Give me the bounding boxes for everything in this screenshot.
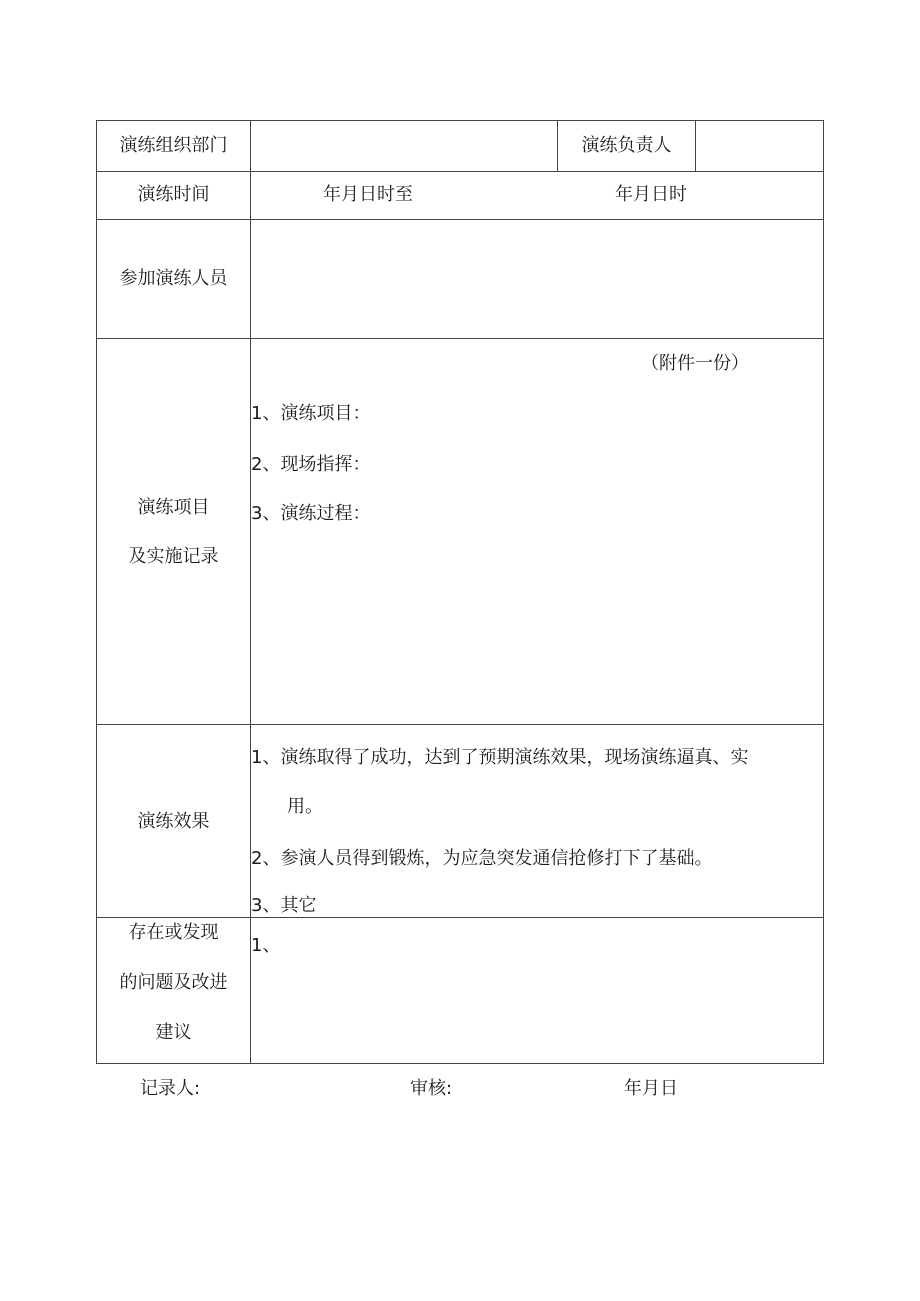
effect-item-1: 1、演练取得了成功，达到了预期演练效果，现场演练逼真、实 bbox=[251, 747, 749, 768]
date-label: 年月日 bbox=[624, 1078, 678, 1099]
issues-label-line3: 建议 bbox=[155, 1022, 192, 1043]
effect-item-1-cont: 用。 bbox=[287, 796, 323, 817]
project-item: 3、演练过程： bbox=[251, 503, 371, 524]
project-label-line1: 演练项目 bbox=[137, 497, 210, 518]
effect-item-2: 2、参演人员得到锻炼，为应急突发通信抢修打下了基础。 bbox=[251, 848, 713, 869]
leader-field[interactable] bbox=[696, 121, 823, 171]
drill-record-table bbox=[96, 120, 824, 1064]
effect-label: 演练效果 bbox=[137, 811, 210, 832]
time-start: 年月日时至 bbox=[323, 184, 413, 205]
issues-label-line1: 存在或发现 bbox=[128, 922, 219, 943]
attachment-note: （附件一份） bbox=[641, 353, 749, 374]
project-item: 1、演练项目： bbox=[251, 403, 371, 424]
row-divider bbox=[97, 171, 823, 172]
issues-label-line2: 的问题及改进 bbox=[119, 972, 228, 993]
participants-label: 参加演练人员 bbox=[119, 268, 228, 289]
issues-item-1: 1、 bbox=[251, 935, 281, 956]
row-divider bbox=[97, 724, 823, 725]
participants-field[interactable] bbox=[251, 220, 823, 338]
org-dept-field[interactable] bbox=[251, 121, 557, 171]
recorder-label: 记录人: bbox=[140, 1078, 201, 1099]
org-dept-label: 演练组织部门 bbox=[119, 135, 228, 156]
row-divider bbox=[97, 338, 823, 339]
time-end: 年月日时 bbox=[615, 184, 687, 205]
reviewer-label: 审核: bbox=[410, 1078, 453, 1099]
effect-item-3: 3、其它 bbox=[251, 895, 317, 916]
time-label: 演练时间 bbox=[137, 184, 210, 205]
project-item: 2、现场指挥： bbox=[251, 454, 371, 475]
row-divider bbox=[97, 917, 823, 918]
project-label-line2: 及实施记录 bbox=[128, 546, 219, 567]
leader-label: 演练负责人 bbox=[581, 135, 672, 156]
